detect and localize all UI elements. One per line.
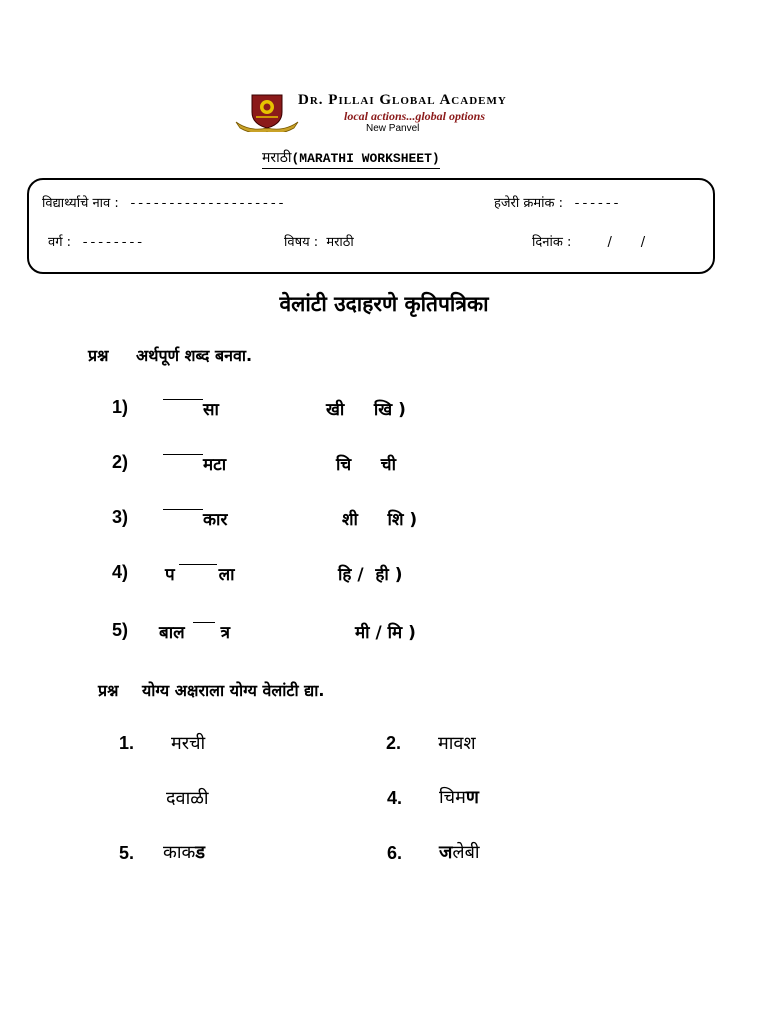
roll-number-label: हजेरी क्रमांक : [494, 196, 563, 211]
school-crest-logo [232, 92, 302, 132]
q2-item-1-word: मरची [171, 733, 206, 754]
worksheet-title [262, 148, 440, 169]
date-row [532, 232, 645, 250]
q1-item-2-word: मटा [163, 452, 226, 475]
q1-item-1-word: सा [163, 397, 219, 420]
q1-item-4-number: 4) [112, 562, 129, 582]
class-label: वर्ग : [48, 235, 72, 250]
student-name-row [42, 193, 285, 211]
q1-item-2-number: 2) [112, 452, 129, 472]
subject-row [284, 232, 354, 250]
answer-blank [163, 454, 203, 455]
main-title: वेलांटी उदाहरणे कृतिपत्रिका [279, 292, 489, 316]
worksheet-title-marathi: मराठी [262, 150, 292, 166]
q2-item-6-number: 6. [387, 843, 403, 863]
q1-item-3-options: शी शि ) [342, 510, 418, 530]
roll-number-blank: ------ [573, 196, 620, 211]
q1-item-1-number: 1) [112, 397, 129, 417]
student-name-label: विद्यार्थ्याचे नाव : [42, 196, 119, 211]
worksheet-title-english: (MARATHI WORKSHEET) [291, 151, 440, 166]
q1-item-4-options: हि / ही ) [338, 565, 403, 585]
q1-item-5-number: 5) [112, 620, 129, 640]
question-1-label: प्रश्न [88, 346, 109, 365]
class-row [48, 232, 144, 250]
answer-blank [163, 509, 203, 510]
school-location: New Panvel [366, 123, 420, 134]
q1-item-3-word: कार [163, 507, 227, 530]
question-2-instruction: योग्य अक्षराला योग्य वेलांटी द्या. [142, 681, 325, 700]
subject-label: विषय : [284, 235, 319, 250]
q2-item-2-number: 2. [386, 733, 402, 753]
q1-item-5-options: मी / मि ) [355, 623, 416, 643]
q2-item-6-word: जलेबी [439, 842, 480, 863]
q1-item-5-word: बाल त्र [159, 623, 231, 643]
date-blank: / / [607, 235, 646, 250]
q2-item-4-word: चिमण [439, 787, 479, 808]
q2-item-5-number: 5. [119, 843, 135, 863]
q1-item-3-number: 3) [112, 507, 129, 527]
roll-number-row [494, 193, 620, 211]
question-1-heading [88, 344, 252, 366]
q2-item-3-word: दवाळी [166, 788, 209, 809]
q2-item-2-word: मावश [438, 733, 476, 754]
answer-blank [179, 564, 217, 565]
question-2-label: प्रश्न [98, 681, 119, 700]
school-name: Dr. Pillai Global Academy [298, 92, 507, 108]
question-1-instruction: अर्थपूर्ण शब्द बनवा. [136, 346, 253, 365]
subject-value: मराठी [326, 235, 354, 250]
student-name-blank: -------------------- [128, 196, 285, 211]
q1-item-2-options: चि ची [336, 455, 396, 475]
q2-item-1-number: 1. [119, 733, 135, 753]
date-label: दिनांक : [532, 235, 572, 250]
class-blank: -------- [81, 235, 144, 250]
q1-item-1-options: खी खि ) [326, 400, 406, 420]
answer-blank [193, 622, 215, 623]
answer-blank [163, 399, 203, 400]
question-2-heading [98, 679, 324, 701]
q2-item-4-number: 4. [387, 788, 403, 808]
school-tagline: local actions...global options [344, 109, 486, 123]
q1-item-4-word: प ला [165, 565, 235, 585]
q2-item-5-word: काकड [163, 842, 205, 863]
